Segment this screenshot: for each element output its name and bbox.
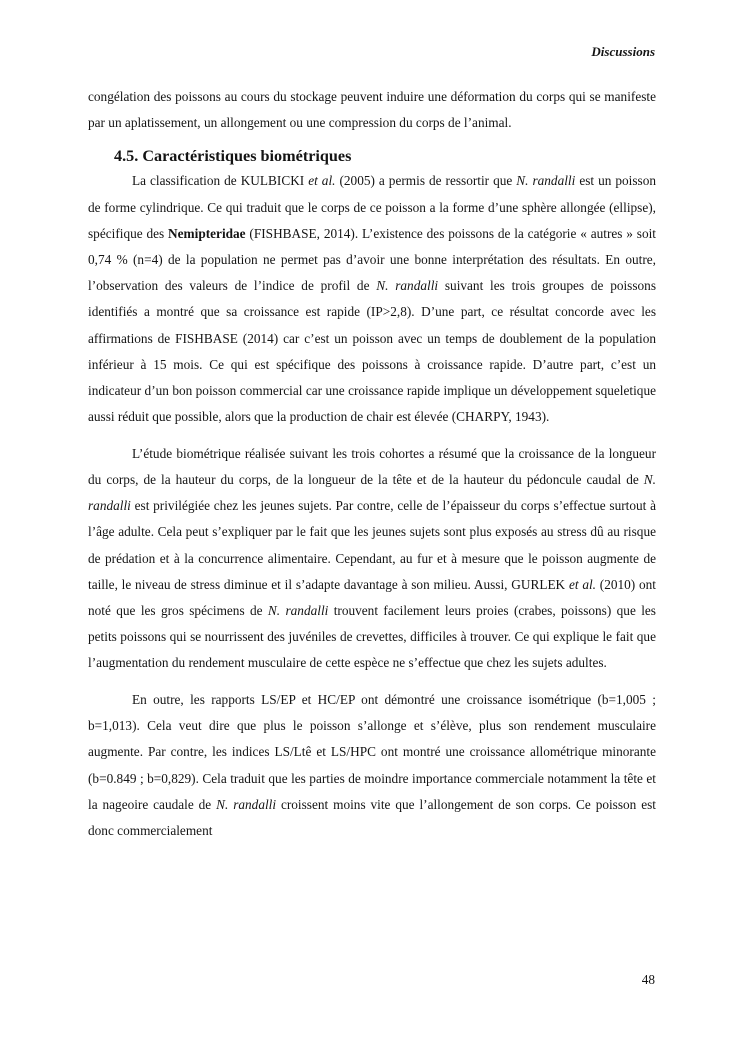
text-run: suivant les trois groupes de poissons identifiés a montré que sa croissance est rapide (IP>2,8). D’une part, ce résultat concorde avec les affirmations de FISHBASE (2014) car c’est un poisson avec un temps de doublement de la population inférieur à 15 mois. Ce qui est spécifique des poissons à croissance rapide. D’autre part, c’est un indicateur d’un bon poisson commercial car une croissance rapide implique un développement squeletique aussi réduit que possible, alors que la production de chair est élevée (CHARPY, 1943). — [88, 278, 657, 425]
text-run: congélation des poissons au cours du stockage peuvent induire une déformation du corps qui se manifeste par un aplatissement, un allongement ou une compression du corps de l’animal. — [88, 89, 656, 131]
text-run: L’étude biométrique réalisée suivant les trois cohortes a résumé que la croissance de la longueur du corps, de la hauteur du corps, de la longueur de la tête et de la hauteur du pédoncule caudal de — [88, 445, 656, 488]
text-run: (2010) ont noté que les gros spécimens de — [88, 576, 656, 619]
text-run: est un poisson de forme cylindrique. Ce qui traduit que le corps de ce poisson a la forme d’une sphère allongée (ellipse), spécifique des — [88, 173, 657, 241]
paragraph-biometric-study — [88, 441, 656, 677]
running-header: Discussions — [591, 44, 655, 59]
body-text — [88, 84, 656, 844]
italic-term: et al. — [308, 173, 336, 189]
text-run: croissent moins vite que l’allongement de son corps. Ce poisson est donc commercialement — [88, 796, 656, 839]
section-heading: 4.5. Caractéristiques biométriques — [114, 147, 352, 166]
text-run: (FISHBASE, 2014). L’existence des poissons de la catégorie « autres » soit 0,74 % (n=4) de la population ne permet pas d’avoir une bonne interprétation des résultats. En outre, l’observation des valeurs de l’indice de profil de — [88, 225, 656, 294]
species-name: N. randalli — [88, 472, 656, 514]
family-name: Nemipteridae — [168, 225, 246, 241]
text-run: trouvent facilement leurs proies (crabes, poissons) que les petits poissons qui se nourrissent des juvéniles de crevettes, difficiles à trouver. Ce qui explique le fait que l’augmentation du rendement musculaire de cette espèce ne s’effectue que chez les sujets adultes. — [88, 603, 656, 671]
text-run: (2005) a permis de ressortir que — [335, 173, 517, 189]
species-name: N. randalli — [216, 796, 277, 812]
text-run: En outre, les rapports LS/EP et HC/EP ont démontré une croissance isométrique (b=1,005 ; b=1,013). Cela veut dire que plus le poisson s’allonge et s’élève, plus son rendement musculaire augmente. Par contre, les indices LS/Ltê et LS/HPC ont montré une croissance allométrique minorante (b=0.849 ; b=0,829). Cela traduit que les parties de moindre importance commerciale notamment la tête et la nageoire caudale de — [88, 692, 656, 812]
text-run: La classification de KULBICKI — [132, 173, 309, 189]
paragraph-classification — [88, 168, 656, 430]
page-number: 48 — [641, 972, 655, 987]
text-run: est privilégiée chez les jeunes sujets. Par contre, celle de l’épaisseur du corps s’effectue surtout à l’âge adulte. Cela peut s’expliquer par le fait que les jeunes sujets sont plus exposés au stress dû au risque de prédation et à la concurrence alimentaire. Cependant, au fur et à mesure que le poisson augmente de taille, le niveau de stress diminue et il s’adapte davantage à son milieu. Aussi, GURLEK — [88, 498, 656, 592]
italic-term: et al. — [568, 576, 596, 592]
species-name: N. randalli — [376, 278, 439, 294]
paragraph-intro — [88, 84, 656, 136]
paragraph-growth-ratios — [88, 687, 656, 844]
species-name: N. randalli — [267, 603, 329, 619]
species-name: N. randalli — [516, 173, 576, 189]
